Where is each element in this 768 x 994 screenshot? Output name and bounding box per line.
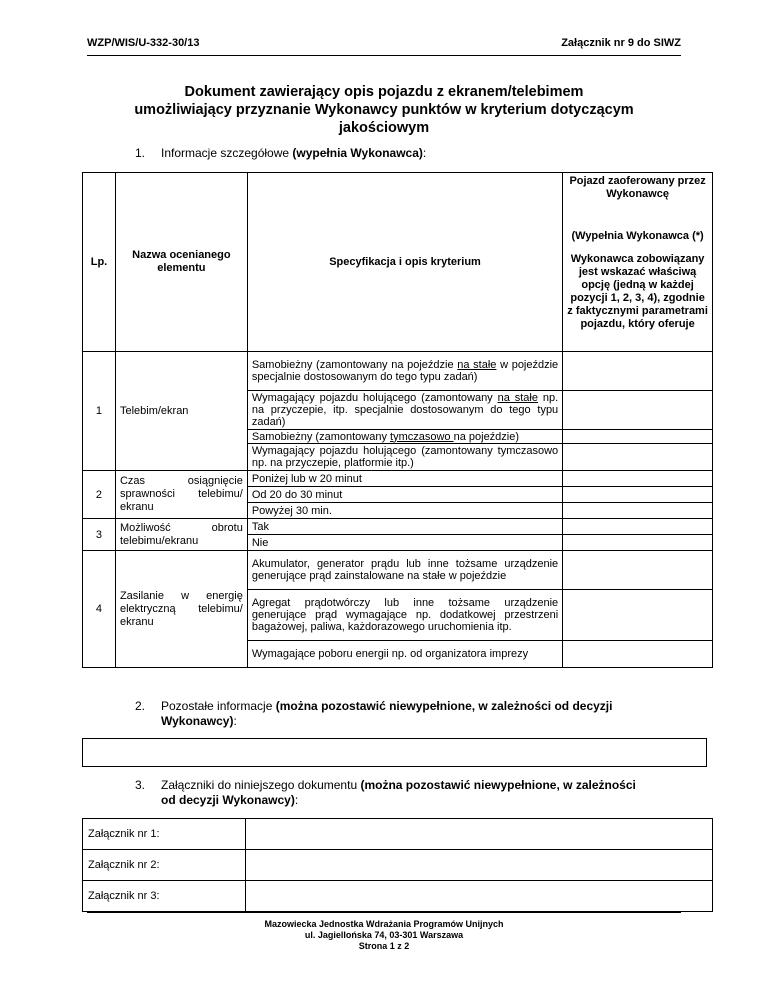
- attachment-input[interactable]: [246, 850, 713, 881]
- option-text: Wymagający pojazdu holującego (zamontowany tymczasowo np. na przyczepie, platformie itp.): [247, 444, 562, 471]
- header-element-name: Nazwa ocenianego elementu: [115, 173, 247, 352]
- other-info-input[interactable]: [82, 738, 707, 767]
- table-row: [83, 352, 713, 391]
- section-line: [161, 714, 713, 729]
- attachment-input[interactable]: [246, 819, 713, 850]
- row-number: 3: [83, 519, 116, 551]
- option-answer-cell[interactable]: [563, 352, 713, 391]
- option-answer-cell[interactable]: [563, 503, 713, 519]
- page-header: [87, 37, 681, 56]
- section-line: [161, 778, 713, 793]
- option-text: [247, 430, 562, 444]
- document-reference: WZP/WIS/U-332-30/13: [87, 37, 200, 49]
- header-specification: Specyfikacja i opis kryterium: [247, 173, 562, 352]
- title-line-1: Dokument zawierający opis pojazdu z ekranem/telebimem: [184, 84, 584, 100]
- title-line-2: umożliwiający przyznanie Wykonawcy punktów w kryterium dotyczącym: [134, 102, 634, 118]
- table-row: [83, 471, 713, 487]
- option-text: Akumulator, generator prądu lub inne tożsame urządzenie generujące prąd zainstalowane na stałe w pojeździe: [247, 551, 562, 590]
- option-answer-cell[interactable]: [563, 430, 713, 444]
- row-number: 2: [83, 471, 116, 519]
- section-text: [161, 778, 713, 808]
- vehicle-spec-table: [82, 172, 713, 668]
- page-footer: [87, 912, 681, 952]
- section-label: Pozostałe informacje: [161, 699, 276, 713]
- option-answer-cell[interactable]: [563, 641, 713, 668]
- option-text: Nie: [247, 535, 562, 551]
- section-line: [161, 793, 713, 808]
- option-text: [247, 352, 562, 391]
- option-part: na pojeździe): [453, 430, 520, 443]
- section-note: (można pozostawić niewypełnione, w zależności od decyzji: [275, 699, 613, 713]
- section-colon: :: [422, 146, 427, 160]
- option-answer-cell[interactable]: [563, 519, 713, 535]
- footer-page-number: Strona 1 z 2: [358, 941, 410, 951]
- footer-address: ul. Jagiellońska 74, 03-301 Warszawa: [304, 930, 464, 940]
- row-element-name: Czas osiągnięcie sprawności telebimu/ ekranu: [115, 471, 247, 519]
- option-text: Od 20 do 30 minut: [247, 487, 562, 503]
- option-answer-cell[interactable]: [563, 590, 713, 641]
- option-text: Wymagające poboru energii np. od organizatora imprezy: [247, 641, 562, 668]
- option-underline: tymczasowo: [390, 430, 454, 443]
- table-header-row: [83, 173, 713, 226]
- attachment-reference: Załącznik nr 9 do SIWZ: [561, 37, 681, 49]
- option-answer-cell[interactable]: [563, 487, 713, 503]
- section-colon: :: [233, 714, 237, 728]
- option-part: np. na przyczepie, itp. specjalnie dostosowanym do tego typu zadań): [251, 392, 559, 428]
- section-note: (wypełnia Wykonawca): [292, 146, 423, 160]
- section-text: [161, 699, 713, 729]
- option-underline: na stałe: [497, 392, 538, 404]
- title-line-3: jakościowym: [338, 120, 430, 136]
- option-part: Samobieżny (zamontowany na pojeździe: [251, 359, 458, 371]
- table-row: [83, 519, 713, 535]
- row-number: 4: [83, 551, 116, 668]
- option-text: Powyżej 30 min.: [247, 503, 562, 519]
- option-part: Wymagający pojazdu holującego (zamontowany: [251, 392, 498, 404]
- footer-organization: Mazowiecka Jednostka Wdrażania Programów Unijnych: [264, 919, 504, 929]
- option-answer-cell[interactable]: [563, 391, 713, 430]
- section-text: [161, 146, 426, 161]
- option-underline: na stałe: [457, 359, 497, 371]
- option-answer-cell[interactable]: [563, 551, 713, 590]
- section-number: 1.: [135, 146, 146, 160]
- option-part: Samobieżny (zamontowany: [251, 430, 391, 443]
- section-colon: :: [294, 793, 299, 807]
- section-note: od decyzji Wykonawcy): [161, 793, 295, 807]
- option-text: [247, 391, 562, 430]
- row-element-name: Zasilanie w energię elektryczną telebimu/ ekranu: [115, 551, 247, 668]
- header-fill-note: (Wypełnia Wykonawca (*): [563, 225, 713, 247]
- option-text: Poniżej lub w 20 minut: [247, 471, 562, 487]
- row-number: 1: [83, 352, 116, 471]
- attachments-table: [82, 818, 713, 912]
- attachment-input[interactable]: [246, 881, 713, 912]
- option-answer-cell[interactable]: [563, 471, 713, 487]
- table-row: [83, 850, 713, 881]
- row-element-name: Telebim/ekran: [115, 352, 247, 471]
- header-lp: Lp.: [83, 173, 116, 352]
- header-vehicle: Pojazd zaoferowany przez Wykonawcę: [563, 173, 713, 226]
- option-text: Agregat prądotwórczy lub inne tożsame urządzenie generujące prąd wymagające np. dodatkowej przestrzeni bagażowej, paliwa, każdorazowego uruchomienia itp.: [247, 590, 562, 641]
- document-title: [100, 83, 668, 137]
- option-answer-cell[interactable]: [563, 535, 713, 551]
- section-number: 2.: [135, 699, 146, 713]
- row-element-name: Możliwość obrotu telebimu/ekranu: [115, 519, 247, 551]
- section-line: [161, 699, 713, 714]
- section-note: (można pozostawić niewypełnione, w zależności: [360, 778, 636, 792]
- attachment-label: Załącznik nr 2:: [83, 850, 246, 881]
- table-row: [83, 819, 713, 850]
- table-row: [83, 551, 713, 590]
- option-part: w pojeździe specjalnie dostosowanym do tego typu zadań): [251, 359, 559, 383]
- option-answer-cell[interactable]: [563, 444, 713, 471]
- section-label: Informacje szczegółowe: [161, 146, 293, 160]
- section-label: Załączniki do niniejszego dokumentu: [161, 778, 361, 792]
- section-note: Wykonawcy): [161, 714, 234, 728]
- table-row: [83, 881, 713, 912]
- header-instruction: Wykonawca zobowiązany jest wskazać właściwą opcję (jedną w każdej pozycji 1, 2, 3, 4), zgodnie z faktycznymi parametrami pojazdu, który oferuje: [563, 247, 713, 352]
- option-text: Tak: [247, 519, 562, 535]
- section-number: 3.: [135, 778, 146, 792]
- attachment-label: Załącznik nr 3:: [83, 881, 246, 912]
- attachment-label: Załącznik nr 1:: [83, 819, 246, 850]
